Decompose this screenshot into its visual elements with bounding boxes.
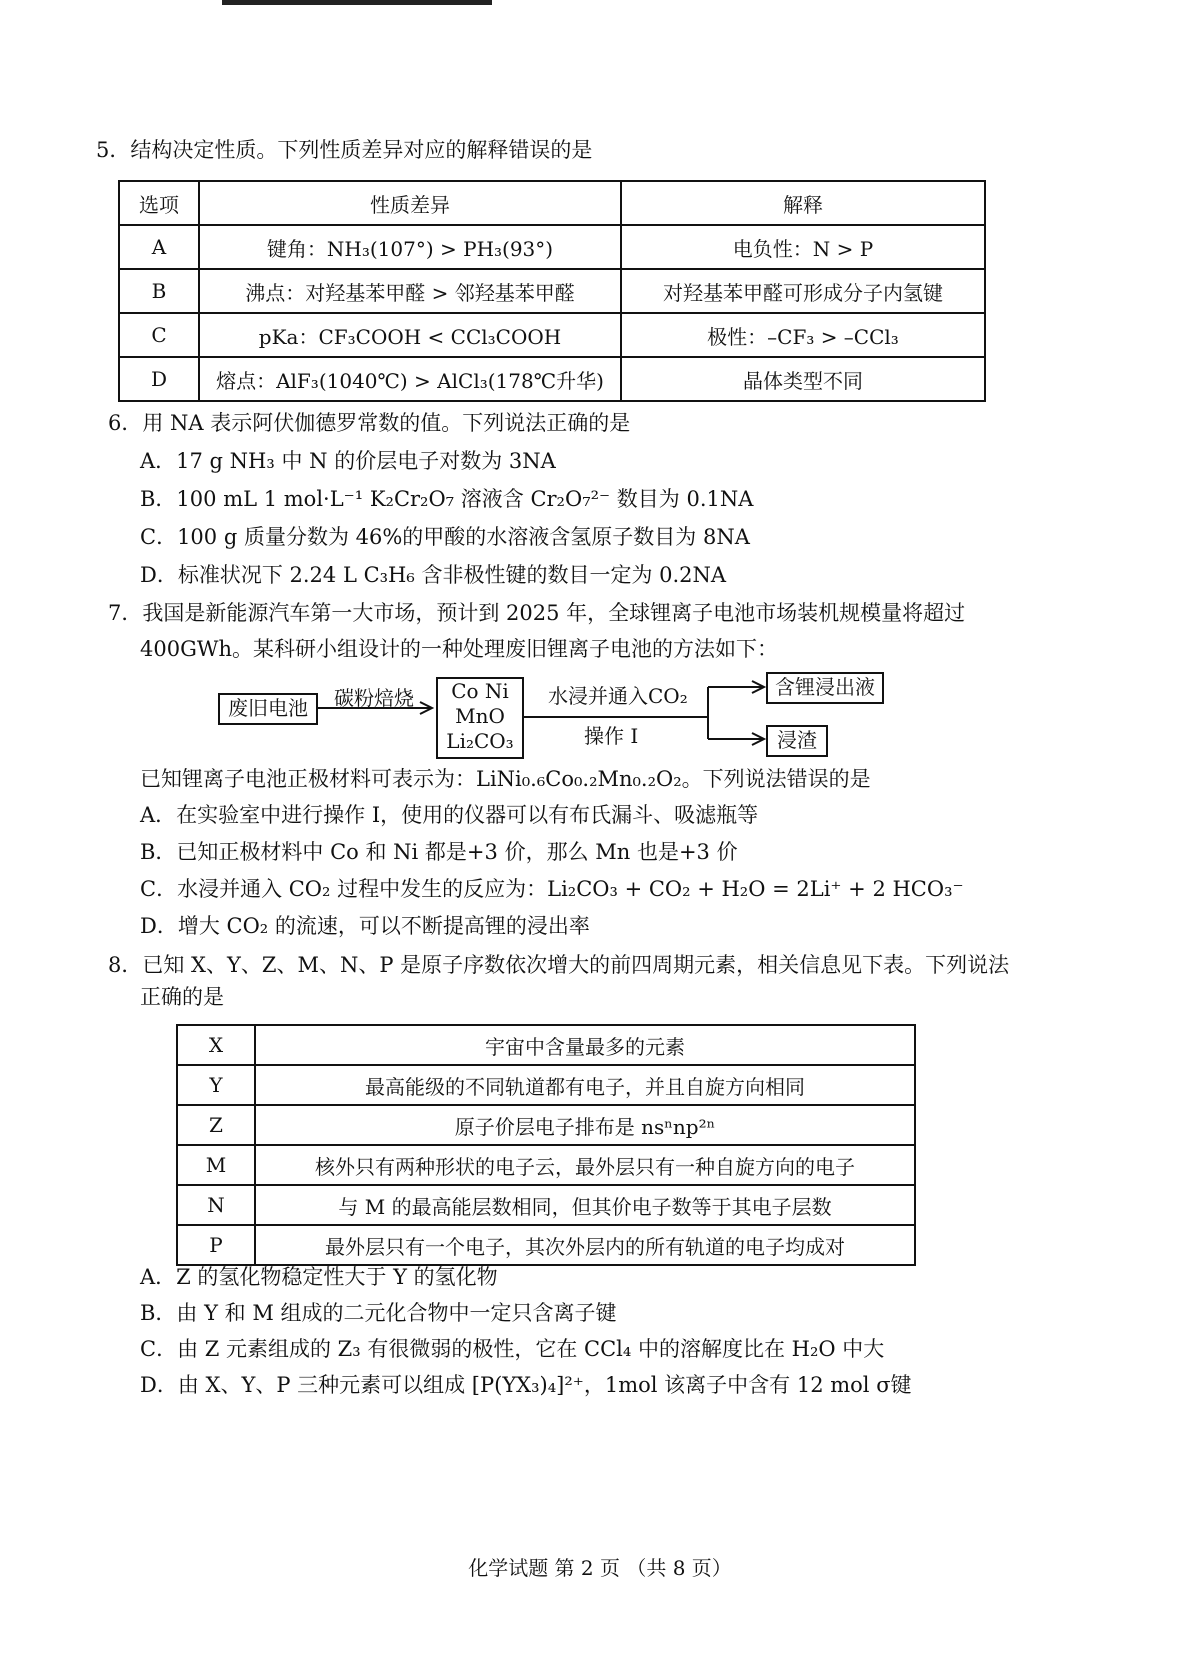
- table-row: [119, 357, 985, 401]
- header-explanation: 解释: [621, 181, 985, 225]
- q8-stem-line1: 8．已知 X、Y、Z、M、N、P 是原子序数依次增大的前四周期元素，相关信息见下表。下列说法: [108, 953, 1010, 977]
- table-row: [119, 225, 985, 269]
- table-row: [177, 1025, 915, 1065]
- flow-arrow-1: [316, 700, 436, 716]
- table-row: [119, 269, 985, 313]
- difference-cell: 沸点：对羟基苯甲醛 > 邻羟基苯甲醛: [199, 269, 621, 313]
- flow-box-intermediate: [436, 677, 524, 759]
- table-row: [177, 1225, 915, 1265]
- q7-option-a: A．在实验室中进行操作 I，使用的仪器可以有布氏漏斗、吸滤瓶等: [140, 803, 759, 827]
- q7-note: 已知锂离子电池正极材料可表示为：LiNi₀.₆Co₀.₂Mn₀.₂O₂。下列说法错误的是: [140, 767, 871, 791]
- difference-cell: 熔点：AlF₃(1040℃) > AlCl₃(178℃升华): [199, 357, 621, 401]
- info-cell: 原子价层电子排布是 nsⁿnp²ⁿ: [255, 1105, 915, 1145]
- header-difference: 性质差异: [199, 181, 621, 225]
- element-cell: Y: [177, 1065, 255, 1105]
- q8-stem-line2: 正确的是: [140, 985, 224, 1009]
- option-cell: C: [119, 313, 199, 357]
- explanation-cell: 极性：–CF₃ > –CCl₃: [621, 313, 985, 357]
- option-cell: B: [119, 269, 199, 313]
- option-cell: D: [119, 357, 199, 401]
- flow-box-leachate: 含锂浸出液: [766, 672, 884, 704]
- table-row: [177, 1105, 915, 1145]
- q7-option-d: D．增大 CO₂ 的流速，可以不断提高锂的浸出率: [140, 914, 590, 938]
- info-cell: 与 M 的最高能层数相同，但其价电子数等于其电子层数: [255, 1185, 915, 1225]
- q5-table: [118, 180, 986, 402]
- q6-option-a: A．17 g NH₃ 中 N 的价层电子对数为 3NA: [140, 449, 556, 473]
- scan-artifact: [222, 0, 492, 5]
- q6-option-d: D．标准状况下 2.24 L C₃H₆ 含非极性键的数目一定为 0.2NA: [140, 563, 727, 587]
- table-row: [177, 1145, 915, 1185]
- info-cell: 最高能级的不同轨道都有电子，并且自旋方向相同: [255, 1065, 915, 1105]
- page-footer: 化学试题 第 2 页 （共 8 页）: [468, 1556, 732, 1580]
- flow-mid-line2: MnO: [455, 704, 505, 728]
- q7-stem-line1: 7．我国是新能源汽车第一大市场，预计到 2025 年，全球锂离子电池市场装机规模量将超过: [108, 601, 966, 625]
- table-row: [177, 1065, 915, 1105]
- table-row: [119, 313, 985, 357]
- info-cell: 宇宙中含量最多的元素: [255, 1025, 915, 1065]
- q6-option-b: B．100 mL 1 mol·L⁻¹ K₂Cr₂O₇ 溶液含 Cr₂O₇²⁻ 数目为 0.1NA: [140, 487, 754, 511]
- q7-option-c: C．水浸并通入 CO₂ 过程中发生的反应为：Li₂CO₃ + CO₂ + H₂O = 2Li⁺ + 2 HCO₃⁻: [140, 877, 964, 901]
- info-cell: 最外层只有一个电子，其次外层内的所有轨道的电子均成对: [255, 1225, 915, 1265]
- difference-cell: pKa：CF₃COOH < CCl₃COOH: [199, 313, 621, 357]
- table-row: [119, 181, 985, 225]
- element-cell: X: [177, 1025, 255, 1065]
- q6-stem: 6．用 NA 表示阿伏伽德罗常数的值。下列说法正确的是: [108, 411, 631, 435]
- difference-cell: 键角：NH₃(107°) > PH₃(93°): [199, 225, 621, 269]
- element-cell: P: [177, 1225, 255, 1265]
- q8-option-d: D．由 X、Y、P 三种元素可以组成 [P(YX₃)₄]²⁺，1mol 该离子中含有 12 mol σ键: [140, 1373, 912, 1397]
- flow-mid-line3: Li₂CO₃: [446, 729, 514, 753]
- flow-box-start: 废旧电池: [218, 693, 318, 725]
- explanation-cell: 对羟基苯甲醛可形成分子内氢键: [621, 269, 985, 313]
- q8-option-c: C．由 Z 元素组成的 Z₃ 有很微弱的极性，它在 CCl₄ 中的溶解度比在 H₂O 中大: [140, 1337, 885, 1361]
- element-cell: Z: [177, 1105, 255, 1145]
- info-cell: 核外只有两种形状的电子云，最外层只有一种自旋方向的电子: [255, 1145, 915, 1185]
- table-row: [177, 1185, 915, 1225]
- header-option: 选项: [119, 181, 199, 225]
- flow-label-step2-top: 水浸并通入CO₂: [548, 684, 688, 708]
- explanation-cell: 晶体类型不同: [621, 357, 985, 401]
- q8-option-a: A．Z 的氢化物稳定性大于 Y 的氢化物: [140, 1265, 498, 1289]
- element-cell: N: [177, 1185, 255, 1225]
- flow-arrow-2: [522, 677, 772, 757]
- flow-label-step1: 碳粉焙烧: [334, 686, 414, 710]
- q7-option-b: B．已知正极材料中 Co 和 Ni 都是+3 价，那么 Mn 也是+3 价: [140, 840, 738, 864]
- option-cell: A: [119, 225, 199, 269]
- q5-stem: 5．结构决定性质。下列性质差异对应的解释错误的是: [96, 138, 593, 162]
- flow-label-step2-bottom: 操作 I: [584, 724, 639, 748]
- q8-option-b: B．由 Y 和 M 组成的二元化合物中一定只含离子键: [140, 1301, 617, 1325]
- flow-mid-line1: Co Ni: [451, 679, 509, 703]
- explanation-cell: 电负性：N > P: [621, 225, 985, 269]
- q8-table: [176, 1024, 916, 1266]
- element-cell: M: [177, 1145, 255, 1185]
- flow-box-residue: 浸渣: [766, 725, 828, 757]
- q7-stem-line2: 400GWh。某科研小组设计的一种处理废旧锂离子电池的方法如下：: [140, 637, 778, 661]
- q6-option-c: C．100 g 质量分数为 46%的甲酸的水溶液含氢原子数目为 8NA: [140, 525, 750, 549]
